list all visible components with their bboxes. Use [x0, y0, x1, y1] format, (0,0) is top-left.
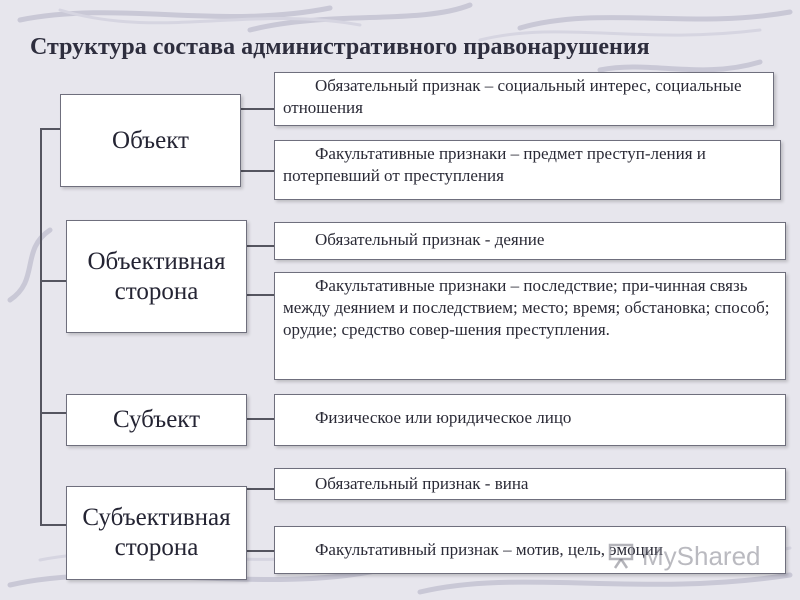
- connector-detail: [240, 108, 274, 110]
- watermark-text: MyShared: [642, 540, 761, 571]
- page-title: Структура состава административного правонарушения: [30, 34, 650, 60]
- connector-subjective-side: [40, 524, 66, 526]
- subjective-side-optional-feature: Факультативный признак – мотив, цель, эмоции: [274, 526, 786, 574]
- watermark: [606, 536, 790, 576]
- connector-detail: [246, 245, 274, 247]
- objective-side-optional-features: Факультативные признаки – последствие; при-чинная связь между деянием и последствием; место; время; обстановка; способ; орудие; средство совер-шения преступления.: [274, 272, 786, 380]
- connector-detail: [240, 170, 274, 172]
- connector-detail: [246, 488, 274, 490]
- object-label: Объект: [112, 126, 189, 154]
- connector-detail: [246, 294, 274, 296]
- objective-side-label: Объективная сторона: [87, 247, 226, 305]
- object-optional-features: Факультативные признаки – предмет преступ-ления и потерпевший от преступления: [274, 140, 781, 200]
- objective-side-mandatory-feature: Обязательный признак - деяние: [274, 222, 786, 260]
- connector-object: [40, 128, 60, 130]
- objective-side-box: [66, 220, 247, 333]
- connector-subject: [40, 412, 66, 414]
- subjective-side-box: [66, 486, 247, 580]
- object-mandatory-feature: Обязательный признак – социальный интерес, социальные отношения: [274, 72, 774, 126]
- presentation-logo-icon: [606, 541, 636, 571]
- subject-feature: Физическое или юридическое лицо: [274, 394, 786, 446]
- trunk-line: [40, 128, 42, 525]
- subject-box: [66, 394, 247, 446]
- connector-detail: [246, 550, 274, 552]
- connector-detail: [246, 418, 274, 420]
- subjective-side-mandatory-feature: Обязательный признак - вина: [274, 468, 786, 500]
- connector-objective-side: [40, 280, 66, 282]
- subjective-side-label: Субъективная сторона: [82, 504, 231, 561]
- subject-label: Субъект: [112, 406, 201, 433]
- object-box: [60, 94, 241, 187]
